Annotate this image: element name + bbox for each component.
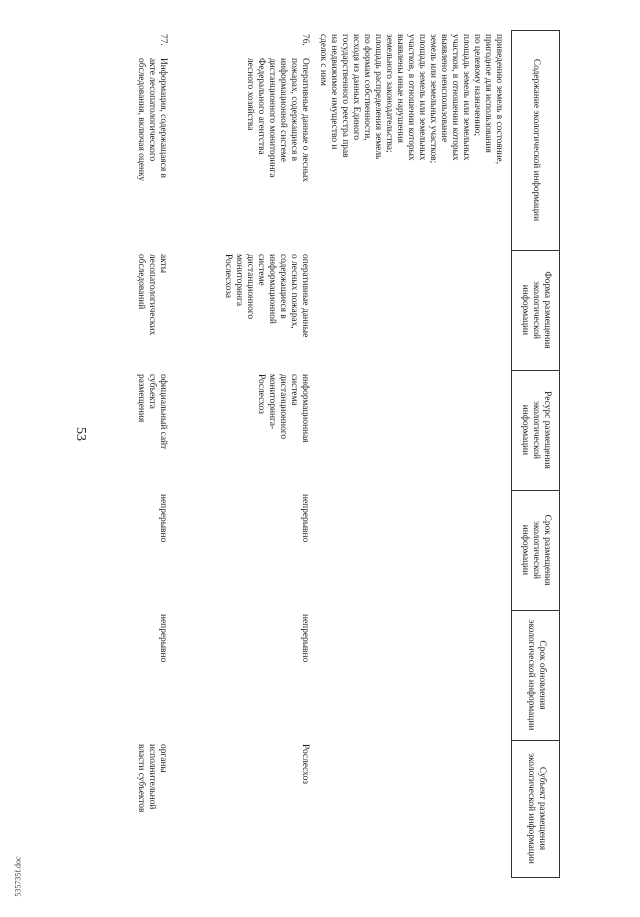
text-line: официальный сайт bbox=[158, 374, 168, 450]
text-line: содержащиеся в bbox=[278, 254, 288, 319]
text-line: мониторинга bbox=[234, 254, 244, 307]
text-line: приведению земель в состояние, bbox=[494, 34, 504, 165]
footer-code: 535735f.doc bbox=[13, 856, 23, 897]
row-update-term bbox=[157, 610, 168, 740]
text-line: лесного хозяйства bbox=[245, 58, 255, 131]
text-line: размещения bbox=[136, 374, 146, 423]
header-placement-term: Срок размещения экологической информации bbox=[520, 514, 553, 586]
header-resource: Ресурс размещения экологической информации bbox=[520, 391, 553, 469]
row-resource bbox=[255, 370, 310, 490]
text-line: выявлено неиспользование bbox=[439, 34, 449, 143]
text-line: обследования, включая оценку bbox=[136, 58, 146, 182]
text-line: Информация, содержащаяся в bbox=[158, 58, 168, 178]
text-line: субъекта bbox=[147, 374, 157, 409]
text-line: непрерывно bbox=[158, 614, 168, 663]
text-line: Оперативные данные о лесных bbox=[300, 58, 310, 182]
text-line: Федерального агентства bbox=[256, 58, 266, 155]
text-line: Рослесхоз bbox=[256, 374, 266, 414]
text-line: системе bbox=[256, 254, 266, 286]
text-line: земельного законодательства; bbox=[384, 34, 394, 153]
continuation-cell bbox=[317, 30, 504, 256]
text-line: о лесных пожарах, bbox=[289, 254, 299, 329]
row-content bbox=[244, 54, 310, 250]
row-update-term bbox=[299, 610, 310, 740]
header-content: Содержание экологической информации bbox=[531, 58, 542, 222]
col-rule bbox=[512, 877, 560, 878]
text-line: по формам собственности, bbox=[362, 34, 372, 141]
text-line: непрерывно bbox=[300, 614, 310, 663]
text-line: земель или земельных участков; bbox=[428, 34, 438, 164]
text-line: выявлены иные нарушения bbox=[395, 34, 405, 143]
text-line: власти субъектов bbox=[136, 744, 146, 813]
header-form: Форма размещения экологической информации bbox=[520, 271, 553, 349]
text-line: по целевому назначению; bbox=[472, 34, 482, 137]
text-line: акте лесопатологического bbox=[147, 58, 157, 162]
row-content bbox=[135, 54, 168, 250]
row-subject bbox=[135, 740, 168, 877]
row-form bbox=[222, 250, 310, 370]
text-line: площадь земель или земельных bbox=[417, 34, 427, 161]
text-line: непрерывно bbox=[158, 494, 168, 543]
text-line: оперативные данные bbox=[300, 254, 310, 338]
text-line: акты bbox=[158, 254, 168, 273]
info-table bbox=[70, 30, 560, 878]
row-number: 77. bbox=[158, 34, 168, 46]
header-update-term: Срок обновления экологической информации bbox=[526, 619, 547, 731]
row-subject bbox=[299, 740, 310, 877]
header-subject: Субъект размещения экологической информации bbox=[526, 753, 547, 864]
text-line: исходя из данных Единого bbox=[351, 34, 361, 141]
text-line: дистанционного bbox=[245, 254, 255, 320]
text-line: обследований bbox=[136, 254, 146, 310]
text-line: участков, в отношении которых bbox=[450, 34, 460, 161]
text-line: пожарах, содержащиеся в bbox=[289, 58, 299, 162]
text-line: дистанционного bbox=[278, 374, 288, 440]
text-line: дистанционного мониторинга bbox=[267, 58, 277, 178]
text-line: государственного реестра прав bbox=[340, 34, 350, 158]
text-line: пригодное для использования bbox=[483, 34, 493, 153]
text-line: на недвижимое имущество и bbox=[329, 34, 339, 150]
text-line: Рослесхоза bbox=[223, 254, 233, 299]
text-line: сделок с ним bbox=[318, 34, 328, 86]
text-line: информационной системе bbox=[278, 58, 288, 162]
row-number: 76. bbox=[300, 34, 310, 46]
row-resource bbox=[135, 370, 168, 490]
text-line: лесопатологических bbox=[147, 254, 157, 336]
text-line: мониторинга- bbox=[267, 374, 277, 430]
row-form bbox=[135, 250, 168, 370]
row-placement-term bbox=[157, 490, 168, 610]
text-line: участков, в отношении которых bbox=[406, 34, 416, 161]
text-line: непрерывно bbox=[300, 494, 310, 543]
text-line: система bbox=[289, 374, 299, 406]
row-placement-term bbox=[299, 490, 310, 610]
text-line: Рослесхоз bbox=[300, 744, 310, 784]
text-line: исполнительной bbox=[147, 744, 157, 810]
text-line: информационная bbox=[300, 374, 310, 443]
text-line: площадь распределения земель bbox=[373, 34, 383, 160]
text-line: информационной bbox=[267, 254, 277, 324]
text-line: площадь земель или земельных bbox=[461, 34, 471, 161]
text-line: органы bbox=[158, 744, 168, 773]
page-number: 53 bbox=[73, 427, 88, 441]
